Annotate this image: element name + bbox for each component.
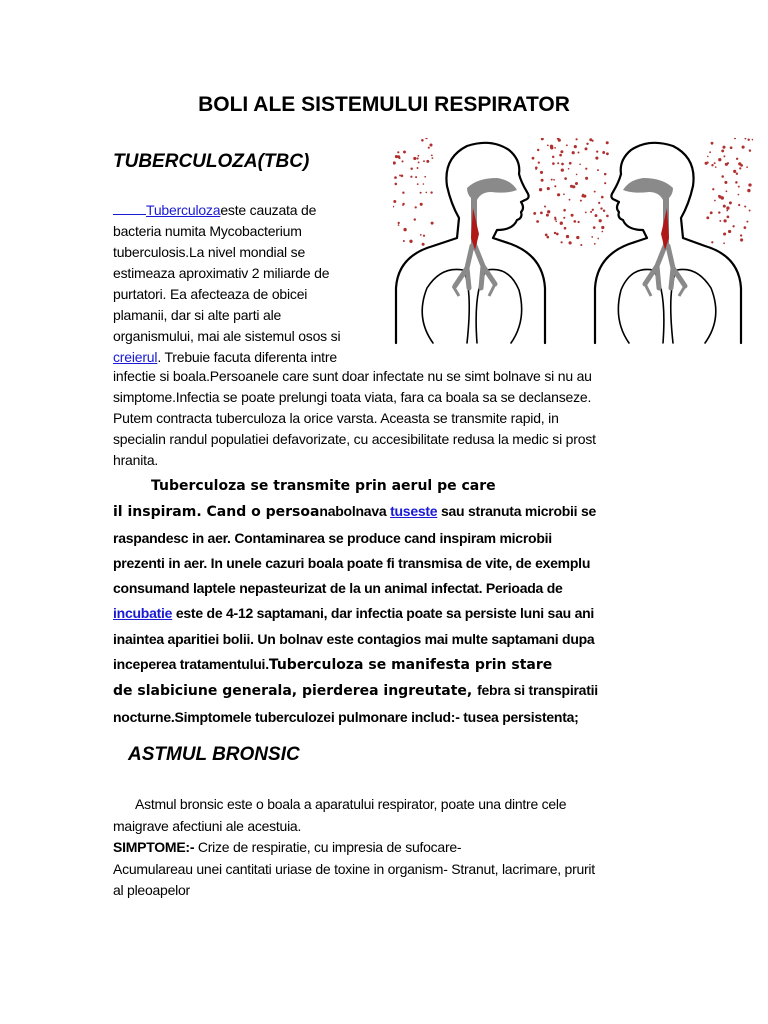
- droplet: [577, 221, 579, 223]
- droplet: [711, 241, 713, 243]
- droplet: [595, 214, 598, 217]
- droplet: [714, 200, 716, 202]
- droplet: [727, 162, 729, 164]
- astm-line-3: [113, 837, 658, 859]
- droplet: [749, 149, 751, 151]
- droplet: [742, 146, 745, 149]
- text-line-8: infectie si boala.Persoanele care sunt doar infectate nu se simt bolnave si nu au: [113, 368, 592, 384]
- bold-line-9-part-a: de slabiciune generala, pierderea ingreutate,: [113, 683, 478, 700]
- droplet: [601, 226, 604, 229]
- droplet: [715, 166, 717, 168]
- droplet: [394, 176, 397, 179]
- droplet: [606, 141, 609, 144]
- droplet: [747, 189, 750, 192]
- droplet: [597, 238, 599, 240]
- droplet: [417, 183, 419, 185]
- droplet: [532, 157, 535, 160]
- droplet: [423, 183, 425, 185]
- droplet: [403, 240, 405, 242]
- droplet: [547, 236, 550, 239]
- bold-line-4: prezenti in aer. In unele cazuri boala poate fi transmisa de vite, de exemplu: [113, 554, 591, 571]
- droplet: [569, 199, 571, 201]
- droplet: [597, 169, 599, 171]
- text-line-10: Putem contracta tuberculoza la orice varsta. Aceasta se transmite rapid, in: [113, 410, 559, 426]
- droplet: [403, 151, 406, 154]
- droplet: [603, 209, 605, 211]
- droplet: [723, 155, 725, 157]
- text-line-4: purtatori. Ea afecteaza de obicei: [113, 286, 308, 302]
- droplet: [710, 211, 713, 214]
- droplet: [722, 146, 725, 149]
- droplet: [431, 222, 434, 225]
- droplet: [393, 161, 396, 164]
- droplet: [601, 196, 604, 199]
- droplet: [727, 216, 730, 219]
- text-line-12: hranita.: [113, 452, 159, 468]
- droplet: [599, 219, 602, 222]
- droplet: [571, 214, 574, 217]
- droplet: [429, 143, 432, 146]
- droplet: [736, 158, 738, 160]
- droplet: [423, 235, 425, 237]
- droplet: [585, 177, 588, 180]
- astm-line-3-text: Crize de respiratie, cu impresia de sufocare-: [194, 839, 462, 855]
- droplet: [591, 236, 593, 238]
- droplet: [712, 188, 714, 190]
- droplet: [740, 164, 743, 167]
- section-heading-astm: ASTMUL BRONSIC: [128, 744, 300, 765]
- droplet: [564, 177, 567, 180]
- text-line: [113, 200, 393, 221]
- droplet: [554, 217, 556, 219]
- airborne-droplets: [393, 138, 753, 246]
- droplet: [535, 166, 538, 169]
- droplet: [554, 147, 556, 149]
- bold-line-6-text: este de 4-12 saptamani, dar infectia poate sa persiste luni sau ani: [172, 605, 595, 622]
- droplet: [420, 234, 422, 236]
- droplet: [574, 145, 577, 148]
- droplet: [589, 138, 592, 141]
- droplet: [738, 204, 740, 206]
- droplet: [602, 151, 605, 154]
- bold-line-10: nocturne.Simptomele tuberculozei pulmonare includ:- tusea persistenta;: [113, 708, 579, 725]
- droplet: [566, 235, 569, 238]
- droplet: [711, 142, 714, 145]
- droplet: [417, 167, 419, 169]
- astm-line-1: Astmul bronsic este o boala a aparatului respirator, poate una dintre cele: [135, 796, 567, 812]
- droplet: [556, 233, 559, 236]
- droplet: [718, 211, 720, 213]
- droplet: [561, 241, 563, 243]
- droplet: [547, 210, 550, 213]
- person-left-silhouette: [396, 143, 545, 343]
- droplet: [745, 138, 747, 139]
- link-tuseste[interactable]: tuseste: [390, 503, 438, 520]
- droplet: [580, 244, 582, 246]
- bold-line-2-part-c: sau stranuta microbii se: [437, 503, 597, 520]
- droplet: [418, 161, 420, 163]
- droplet: [402, 192, 404, 194]
- bold-line-9-part-b: febra si transpiratii: [477, 682, 598, 699]
- droplet: [393, 206, 394, 208]
- droplet: [744, 226, 747, 229]
- droplet: [734, 138, 736, 139]
- droplet: [564, 227, 567, 230]
- droplet: [393, 200, 396, 203]
- text-line-5: plamanii, dar si alte parti ale: [113, 307, 282, 323]
- text-line-7: [113, 347, 393, 368]
- droplet: [425, 192, 427, 194]
- droplet: [430, 191, 432, 193]
- droplet: [739, 167, 741, 169]
- droplet: [553, 179, 555, 181]
- droplet: [560, 150, 563, 153]
- astm-line-5: al pleoapelor: [113, 882, 190, 898]
- droplet: [733, 170, 736, 173]
- bold-line-1-text: Tuberculoza se transmite prin aerul pe care: [151, 478, 496, 494]
- bold-line-2: [113, 499, 658, 525]
- tuberculoza-paragraph-continued: [113, 366, 653, 471]
- droplet: [585, 147, 588, 150]
- droplet: [423, 160, 425, 162]
- droplet: [740, 238, 743, 241]
- droplet: [421, 139, 424, 142]
- droplet: [709, 151, 711, 153]
- droplet: [560, 222, 563, 225]
- text-line-11: specialin randul populatiei defavorizate, cu accesibilitate redusa la medic si prost: [113, 431, 596, 447]
- droplet: [582, 194, 584, 196]
- droplet: [547, 187, 550, 190]
- droplet: [732, 225, 734, 227]
- droplet: [735, 181, 738, 184]
- droplet: [706, 216, 709, 219]
- droplet: [410, 176, 412, 178]
- droplet: [432, 157, 434, 159]
- droplet: [398, 224, 400, 226]
- text-line-3: estimeaza aproximativ 2 miliarde de: [113, 265, 330, 281]
- droplet: [431, 154, 433, 156]
- droplet: [425, 138, 427, 139]
- droplet: [550, 145, 553, 148]
- droplet: [552, 156, 554, 158]
- droplet: [545, 234, 548, 237]
- droplet: [428, 147, 430, 149]
- droplet: [401, 160, 403, 162]
- droplet: [575, 138, 577, 140]
- droplet: [595, 157, 598, 160]
- droplet: [593, 226, 596, 229]
- droplet: [558, 139, 561, 142]
- page-title: BOLI ALE SISTEMULUI RESPIRATOR: [198, 93, 570, 116]
- droplet: [590, 211, 592, 213]
- droplet: [606, 215, 609, 218]
- tuberculoza-transmission-paragraph: [113, 473, 658, 730]
- droplet: [592, 209, 594, 211]
- tuberculoza-intro-paragraph: [113, 200, 393, 368]
- droplet: [563, 193, 565, 195]
- person-right-airway: [623, 178, 685, 296]
- droplet: [402, 204, 404, 206]
- droplet: [723, 242, 725, 244]
- droplet: [546, 214, 549, 217]
- droplet: [749, 210, 751, 212]
- astm-paragraph: [113, 794, 658, 902]
- droplet: [397, 151, 399, 153]
- link-tuberculoza[interactable]: Tuberculoza: [146, 202, 221, 218]
- tuberculosis-transmission-illustration: [393, 138, 753, 345]
- droplet: [554, 185, 556, 187]
- droplet: [594, 243, 596, 245]
- droplet: [413, 157, 416, 160]
- droplet: [575, 182, 578, 185]
- droplet: [723, 232, 726, 235]
- droplet: [707, 156, 709, 158]
- droplet: [736, 173, 738, 175]
- droplet: [398, 222, 400, 224]
- droplet: [721, 149, 724, 152]
- droplet: [714, 162, 716, 164]
- droplet: [420, 203, 423, 206]
- droplet: [726, 190, 728, 192]
- link-incubatie[interactable]: incubatie: [113, 605, 173, 622]
- droplet: [752, 139, 753, 141]
- underline-indent: [113, 200, 146, 215]
- droplet: [424, 176, 426, 178]
- person-left-airway: [453, 178, 517, 296]
- droplet: [738, 194, 740, 196]
- droplet: [426, 160, 429, 163]
- droplet: [606, 152, 609, 155]
- droplet: [537, 149, 539, 151]
- astm-line-4: Acumulareau unei cantitati uriase de toxine in organism- Stranut, lacrimare, prurit: [113, 860, 595, 877]
- droplet: [420, 192, 422, 194]
- droplet: [422, 243, 425, 246]
- bold-line-3: raspandesc in aer. Contaminarea se produce cand inspiram microbii: [113, 529, 552, 546]
- droplet: [569, 162, 572, 165]
- droplet: [410, 168, 412, 170]
- droplet: [415, 176, 417, 178]
- droplet: [726, 206, 729, 209]
- droplet: [711, 164, 713, 166]
- droplet: [552, 162, 555, 165]
- text-line-1: bacteria numita Mycobacterium: [113, 223, 302, 239]
- droplet: [604, 173, 607, 176]
- droplet: [395, 183, 398, 186]
- droplet: [551, 179, 553, 181]
- droplet: [559, 154, 562, 157]
- droplet: [561, 168, 564, 171]
- text-line-0: este cauzata de: [220, 202, 317, 218]
- droplet: [718, 195, 721, 198]
- droplet: [601, 231, 603, 233]
- droplet: [738, 186, 740, 188]
- bold-line-2-part-b: nabolnava: [319, 503, 387, 520]
- droplet: [540, 212, 543, 215]
- bold-line-7: inaintea aparitiei bolii. Un bolnav este contagios mai multe saptamani dupa: [113, 630, 595, 647]
- droplet: [573, 220, 576, 223]
- bold-line-8-part-a: inceperea tratamentului.: [113, 656, 269, 673]
- droplet: [555, 220, 557, 222]
- droplet: [719, 220, 721, 222]
- droplet: [604, 182, 606, 184]
- droplet: [417, 157, 419, 159]
- droplet: [547, 145, 549, 147]
- droplet: [724, 181, 727, 184]
- droplet: [585, 212, 587, 214]
- droplet: [596, 150, 598, 152]
- bold-line-1: [113, 473, 658, 499]
- droplet: [401, 174, 404, 177]
- droplet: [744, 205, 746, 207]
- droplet: [544, 205, 546, 207]
- droplet: [415, 206, 417, 208]
- droplet: [728, 230, 731, 233]
- droplet: [557, 193, 560, 196]
- droplet: [723, 205, 726, 208]
- bold-line-6: [113, 601, 658, 626]
- bold-line-9: [113, 678, 658, 704]
- droplet: [600, 207, 602, 209]
- link-creierul[interactable]: creierul: [113, 349, 158, 365]
- text-line-9: simptome.Infectia se poate prelungi toata viata, fara ca boala sa se declanseze.: [113, 389, 592, 405]
- droplet: [403, 228, 406, 231]
- droplet: [586, 143, 588, 145]
- droplet: [541, 179, 544, 182]
- droplet: [395, 155, 398, 158]
- droplet: [594, 191, 596, 193]
- droplet: [585, 168, 587, 170]
- droplet: [568, 168, 570, 170]
- droplet: [563, 209, 566, 212]
- droplet: [563, 217, 565, 219]
- text-after-creierul: . Trebuie facuta diferenta intre: [157, 349, 337, 365]
- droplet: [748, 183, 751, 186]
- droplet: [730, 146, 733, 149]
- droplet: [557, 162, 559, 164]
- droplet: [576, 174, 578, 176]
- text-line-6: organismului, mai ale sistemul osos si: [113, 328, 341, 344]
- droplet: [533, 212, 536, 215]
- droplet: [541, 138, 544, 140]
- droplet: [538, 161, 540, 163]
- droplet: [414, 218, 416, 220]
- droplet: [566, 144, 568, 146]
- bold-line-5: consumand laptele nepasteurizat de la un animal infectat. Perioada de: [113, 580, 563, 597]
- droplet: [572, 185, 575, 188]
- astm-line-2: maigrave afectiuni ale acestuia.: [113, 817, 302, 834]
- droplet: [409, 240, 412, 243]
- droplet: [572, 151, 575, 154]
- droplet: [540, 171, 543, 174]
- bold-line-2-part-a: il inspiram. Cand o persoa: [113, 504, 320, 521]
- droplet: [539, 188, 542, 191]
- bold-line-8-part-b: Tuberculoza se manifesta prin stare: [268, 657, 553, 674]
- droplet: [718, 158, 721, 161]
- droplet: [726, 210, 728, 212]
- droplet: [706, 161, 708, 163]
- droplet: [729, 201, 732, 204]
- section-heading-tuberculoza: TUBERCULOZA(TBC): [113, 151, 310, 172]
- droplet: [580, 200, 582, 202]
- droplet: [399, 174, 401, 176]
- droplet: [418, 155, 420, 157]
- droplet: [576, 236, 579, 239]
- droplet: [746, 221, 748, 223]
- bold-line-8: [113, 652, 658, 678]
- droplet: [746, 166, 748, 168]
- droplet: [569, 241, 572, 244]
- droplet: [598, 202, 600, 204]
- droplet: [536, 220, 539, 223]
- droplet: [721, 175, 724, 178]
- droplet: [747, 138, 749, 140]
- droplet: [740, 234, 742, 236]
- droplet: [554, 232, 556, 234]
- droplet: [579, 164, 581, 166]
- text-line-2: tuberculosis.La nivel mondial se: [113, 244, 306, 260]
- droplet: [561, 163, 564, 166]
- droplet: [723, 219, 726, 222]
- droplet: [578, 152, 580, 154]
- simptome-label: SIMPTOME:-: [113, 839, 195, 855]
